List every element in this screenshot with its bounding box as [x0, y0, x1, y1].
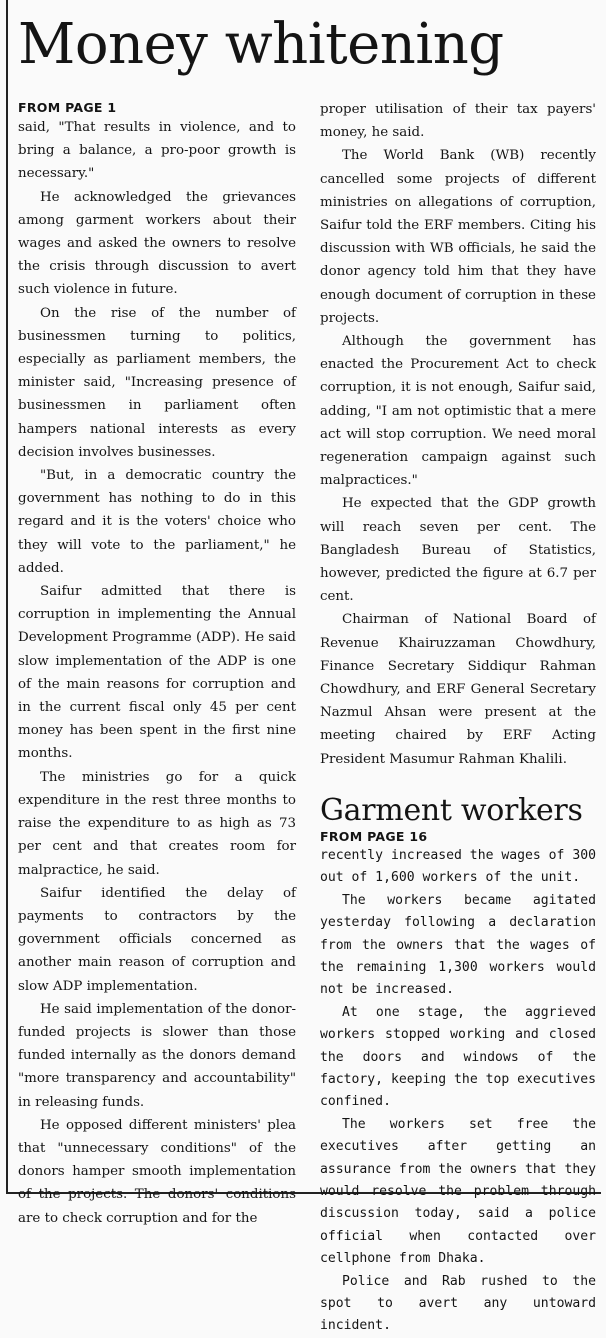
garment-workers-headline: Garment workers	[320, 792, 583, 828]
continuation-kicker: FROM PAGE 1	[18, 100, 117, 115]
paragraph: He acknowledged the grievances among garment workers about their wages and asked the owners to resolve the crisis through discussion to avert such violence in future.	[18, 189, 296, 298]
paragraph: proper utilisation of their tax payers' money, he said.	[320, 102, 596, 141]
paragraph: He opposed different ministers' plea that "unnecessary conditions" of the donors hamper smooth implementation of the projects. The donors' conditions are to check corruption and for the	[18, 1117, 296, 1226]
paragraph: Chairman of National Board of Revenue Khairuzzaman Chowdhury, Finance Secretary Siddiqur Rahman Chowdhury, and ERF General Secretary Nazmul Ahsan were present at the meeting chaired by ERF Acting President Masumur Rahman Khalili.	[320, 612, 596, 767]
left-border-rule	[6, 0, 8, 1194]
garment-workers-article	[320, 793, 596, 1338]
right-column	[320, 98, 596, 1338]
paragraph: "But, in a democratic country the government has nothing to do in this regard and it is the voters' choice who they will vote to the parliament," he added.	[18, 468, 296, 576]
paragraph: Although the government has enacted the Procurement Act to check corruption, it is not enough, Saifur said, adding, "I am not optimistic that a mere act will stop corruption. We need moral regeneration campaign against such malpractices."	[320, 334, 596, 489]
paragraph: The World Bank (WB) recently cancelled some projects of different ministries on allegations of corruption, Saifur told the ERF members. Citing his discussion with WB officials, he said the donor agency told him that they have enough document of corruption in these projects.	[320, 148, 596, 326]
paragraph: The ministries go for a quick expenditure in the rest three months to raise the expenditure to as high as 73 per cent and that creates room for malpractice, he said.	[18, 769, 296, 878]
paragraph: The workers became agitated yesterday following a declaration from the owners that the wages of the remaining 1,300 workers would not be increased.	[320, 892, 596, 998]
paragraph: Police and Rab rushed to the spot to avert any untoward incident.	[320, 1273, 596, 1334]
paragraph: said, "That results in violence, and to bring a balance, a pro-poor growth is necessary."	[18, 120, 296, 182]
paragraph: Saifur identified the delay of payments to contractors by the government officials concerned as another main reason of corruption and slow ADP implementation.	[18, 885, 296, 994]
paragraph: He said implementation of the donor-funded projects is slower than those funded internally as the donors demand "more transparency and accountability" in releasing funds.	[18, 1001, 296, 1110]
paragraph: Saifur admitted that there is corruption in implementing the Annual Development Programme (ADP). He said slow implementation of the ADP is one of the main reasons for corruption and in the current fiscal only 45 per cent money has been spent in the first nine months.	[18, 584, 296, 762]
paragraph: On the rise of the number of businessmen turning to politics, especially as parliament members, the minister said, "Increasing presence of businessmen in parliament often hampers national interests as every decision involves businesses.	[18, 305, 296, 460]
continuation-kicker: FROM PAGE 16	[320, 828, 428, 844]
paragraph: The workers set free the executives after getting an assurance from the owners that they would resolve the problem through discussion today, said a police official when contacted over cellphone from Dhaka.	[320, 1116, 596, 1267]
paragraph: He expected that the GDP growth will reach seven per cent. The Bangladesh Bureau of Statistics, however, predicted the figure at 6.7 per cent.	[320, 496, 596, 605]
article-headline: Money whitening	[18, 12, 504, 77]
left-column	[18, 100, 296, 1230]
paragraph: At one stage, the aggrieved workers stopped working and closed the doors and windows of the factory, keeping the top executives confined.	[320, 1004, 596, 1110]
paragraph: recently increased the wages of 300 out of 1,600 workers of the unit.	[320, 847, 596, 886]
